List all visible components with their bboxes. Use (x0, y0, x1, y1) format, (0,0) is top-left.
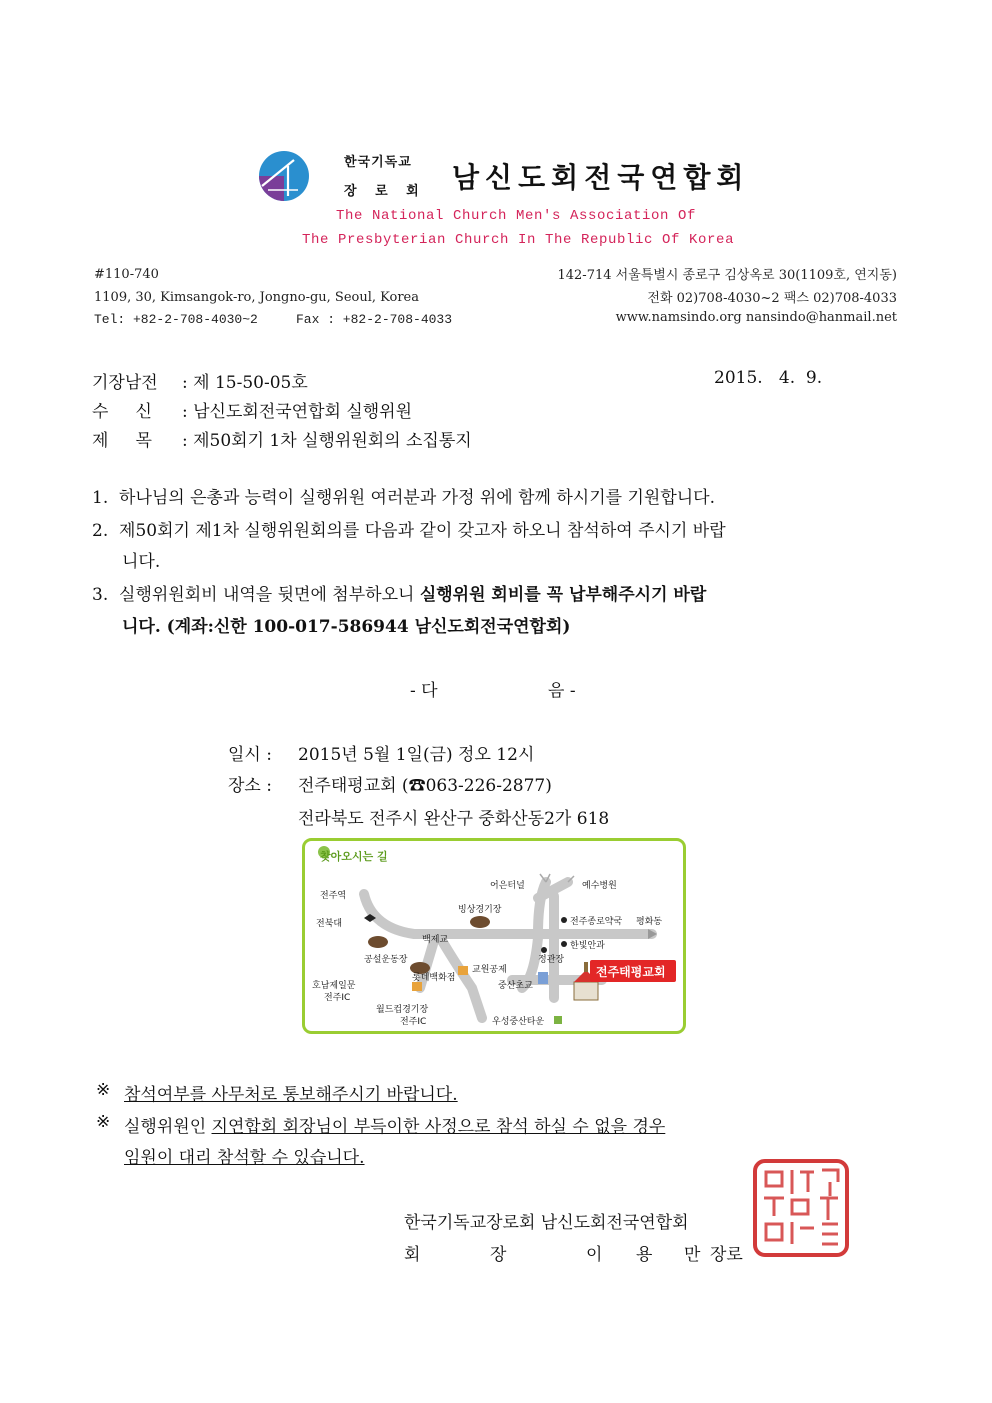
signature-name-3: 만 (684, 1245, 701, 1265)
signature-suffix: 장로 (710, 1245, 743, 1265)
body-item-3-plain: 3. 실행위원회비 내역을 뒷면에 첨부하오니 (92, 585, 420, 605)
note-1: 참석여부를 사무처로 통보해주시기 바랍니다. (124, 1085, 458, 1105)
web-email: www.namsindo.org nansindo@hanmail.net (615, 310, 897, 325)
korean-address: 142-714 서울특별시 종로구 김상옥로 30(1109호, 연지동) (557, 268, 897, 283)
recipient-value: : 남신도회전국연합회 실행위원 (182, 402, 413, 422)
map-label-pyeonghwa: 평화동 (636, 917, 663, 927)
map-label-jeonju-ic-2: 전주IC (400, 1017, 427, 1027)
jeonggwan-dot (541, 947, 547, 953)
map-label-woosung: 우성중산타운 (492, 1017, 545, 1027)
date-label: 일시 : (228, 745, 272, 765)
body-item-3 (92, 580, 706, 605)
directions-map (302, 838, 686, 1034)
korean-phone-fax: 전화 02)708-4030~2 팩스 02)708-4033 (647, 291, 897, 306)
map-label-jeonju-station: 전주역 (320, 891, 347, 901)
doc-number-label: 기장남전 (92, 373, 158, 393)
bank-account-line: 니다. (계좌:신한 100-017-586944 남신도회전국연합회) (122, 617, 571, 637)
org-line-1: 한국기독교 (344, 155, 412, 170)
body-item-2-cont: 니다. (122, 552, 161, 572)
teachers-icon (458, 966, 468, 975)
place-address: 전라북도 전주시 완산구 중화산동2가 618 (298, 809, 610, 829)
map-label-stadium: 공설운동장 (364, 955, 408, 965)
note-mark-2: ※ (96, 1112, 111, 1132)
subject-label: 제 목 (92, 431, 152, 451)
english-address: 1109, 30, Kimsangok-ro, Jongno-gu, Seoul, Korea (94, 290, 419, 305)
stadium-icon (368, 936, 388, 948)
english-name-line-2: The Presbyterian Church In The Republic Of Korea (302, 232, 735, 248)
org-line-2: 장 로 회 (344, 184, 426, 199)
official-seal (752, 1158, 850, 1258)
note-2-cont: 임원이 대리 참석할 수 있습니다. (124, 1148, 365, 1168)
ice-rink-icon (470, 916, 490, 928)
organization-logo (258, 150, 310, 202)
map-label-baekje: 백제교 (422, 935, 449, 945)
signature-name-2: 용 (636, 1245, 653, 1265)
map-label-jeonju-ic: 전주IC (324, 993, 351, 1003)
map-label-pharmacy: 전주종로약국 (570, 917, 623, 927)
lotte-icon (412, 982, 422, 991)
english-name-line-1: The National Church Men's Association Of (336, 208, 697, 224)
signature-org: 한국기독교장로회 남신도회전국연합회 (404, 1213, 689, 1233)
place-value: 전주태평교회 (☎063-226-2877) (298, 776, 552, 796)
date-value: 2015년 5월 1일(금) 정오 12시 (298, 745, 535, 765)
signature-title-1: 회 (404, 1245, 421, 1265)
map-label-worldcup: 월드컵경기장 (376, 1005, 429, 1015)
place-label: 장소 : (228, 776, 272, 796)
body-item-2: 2. 제50회기 제1차 실행위원회의를 다음과 같이 갖고자 하오니 참석하여 주시기 바랍 (92, 521, 726, 541)
map-label-jungsan: 중산초교 (498, 981, 533, 991)
map-label-yesu: 예수병원 (582, 881, 617, 891)
pharmacy-dot (561, 917, 567, 923)
signature-name-1: 이 (586, 1245, 603, 1265)
note-2-plain: 실행위원인 (124, 1117, 212, 1137)
hanbit-dot (561, 941, 567, 947)
map-label-ice-rink: 빙상경기장 (458, 905, 502, 915)
map-label-eoeun: 어은터널 (490, 881, 525, 891)
map-label-teachers: 교원공제 (472, 965, 507, 975)
fax-number: Fax : +82-2-708-4033 (296, 312, 453, 327)
detail-heading-left: - 다 (410, 681, 438, 701)
map-title: 찾아오시는 길 (320, 850, 388, 863)
map-label-church: 전주태평교회 (596, 965, 666, 979)
map-label-lotte: 롯데백화점 (412, 973, 456, 983)
subject-value: : 제50회기 1차 실행위원회의 소집통지 (182, 431, 472, 451)
map-label-honam-gate: 호남제일문 (312, 981, 356, 991)
tel-number: Tel: +82-2-708-4030~2 (94, 312, 258, 327)
doc-date: 2015. 4. 9. (714, 368, 823, 388)
postal-code: #110-740 (94, 267, 159, 282)
doc-number-value: : 제 15-50-05호 (182, 373, 308, 393)
body-item-1: 1. 하나님의 은총과 능력이 실행위원 여러분과 가정 위에 함께 하시기를 기원합니다. (92, 488, 715, 508)
org-title: 남신도회전국연합회 (452, 161, 750, 194)
apartment-icon (554, 1016, 562, 1024)
signature-title-2: 장 (490, 1245, 507, 1265)
recipient-label: 수 신 (92, 402, 152, 422)
map-label-jeonbuk-univ: 전북대 (316, 919, 343, 929)
map-label-jeonggwan: 정관장 (538, 955, 565, 965)
map-label-hanbit: 한빛안과 (570, 941, 605, 951)
body-item-3-bold: 실행위원 회비를 꼭 납부해주시기 바랍 (419, 585, 707, 605)
note-mark-1: ※ (96, 1080, 111, 1100)
detail-heading-right: 음 - (548, 681, 576, 701)
school-icon (538, 972, 548, 984)
note-2-underlined: 지연합회 회장님이 부득이한 사정으로 참석 하실 수 없을 경우 (211, 1117, 666, 1137)
note-2 (124, 1112, 665, 1137)
